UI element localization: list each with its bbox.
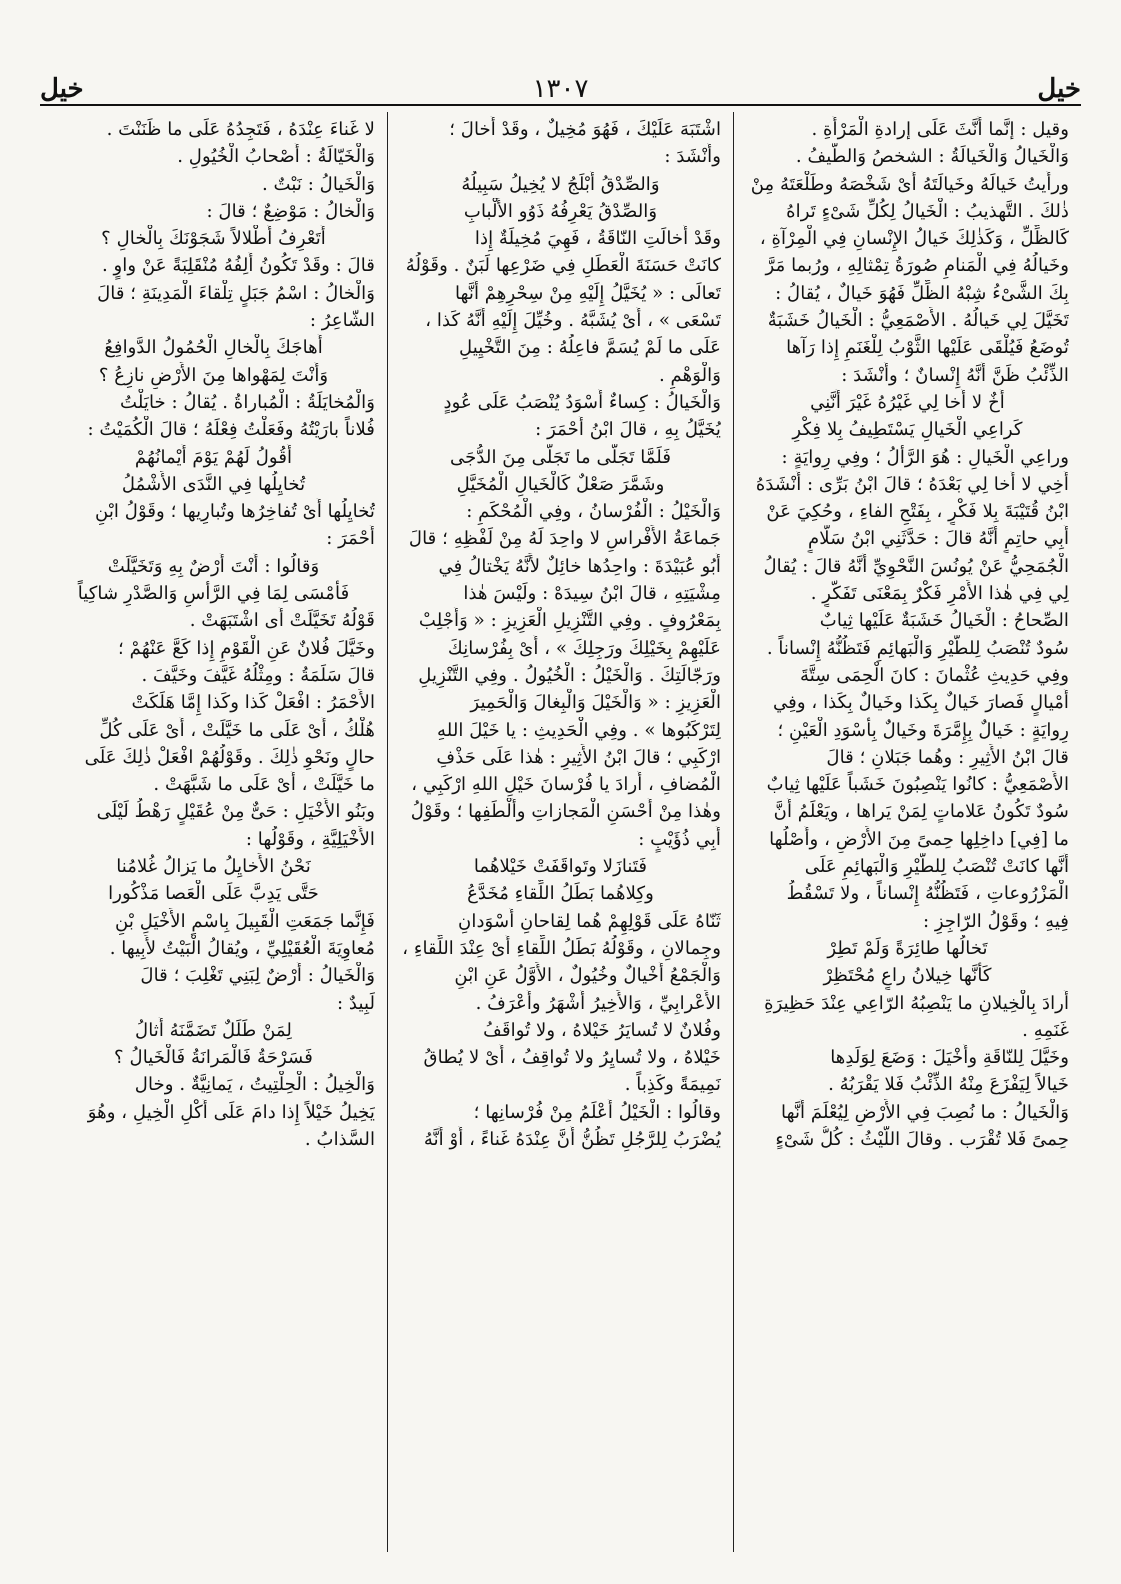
text-line: ابْنُ قُتَيْبَةَ بِلا فَكْرٍ ، بِفَتْحِ الفاءِ ، وحُكِيَ عَنْ [766, 501, 1069, 523]
text-line: أَخِي لا أَخا لِي بَعْدَهُ ؛ قالَ ابْنُ بَرِّى : أَنْشَدَهُ [755, 473, 1069, 495]
verse-line: وشَمَّرَ صَعْلٌ كَالْخَيالِ الْمُخَيَّلِ [456, 473, 665, 495]
page-number: ١٣٠٧ [532, 74, 589, 104]
verse-line: نَحْنُ الأَخايِلُ ما يَزالُ غُلامُنا [116, 856, 311, 878]
text-line: السَّذابُ . [304, 1128, 375, 1150]
text-line: هُلْكُ ، أَىْ عَلَى ما خَيَّلَتْ ، أَىْ عَلَى كُلِّ [99, 719, 375, 741]
text-line: فِيهِ ؛ وقَوْلُ الرّاجِزِ : [922, 910, 1069, 932]
text-line: وَالْخَيالُ : أَرْضٌ لِبَنِي تَغْلِبَ ؛ قالَ [140, 965, 375, 987]
text-line: كَالظِّلِّ ، وَكَذٰلِكَ خَيالُ الإِنْسانِ فِي الْمِرْآةِ ، [759, 228, 1069, 250]
verse-line: وَالصِّدْقُ يَعْرِفُهُ ذَوُو الأَلْبابِ [463, 200, 658, 222]
verse-line: وَأَنْتَ لِمَهْواها مِنَ الأَرْضِ نازِعُ ؟ [98, 364, 329, 386]
column-middle [387, 112, 734, 1552]
text-line: وَالْخَيْلُ : الْفُرْسانُ ، وفِي الْمُحْكَمِ : [466, 501, 721, 523]
text-line: رِوايَةٍ : خَيالٌ بِإِمَّرَةَ وخَيالٌ بِأَسْوَدِ الْعَيْنِ ؛ [777, 719, 1069, 741]
text-line: لا غَناءَ عِنْدَهُ ، فَتَجِدُهُ عَلَى ما ظَنَنْتَ . [106, 119, 375, 140]
text-line: ورَجّالَتِكَ . وَالْخَيْلُ : الْخُيُولُ . وفِي التَّنْزِيلِ [418, 664, 721, 686]
verse-line: فَلَمَّا تَجَلَّى ما تَجَلَّى مِنَ الدُّجَى [449, 446, 672, 468]
text-line: أَبِي حاتِمٍ أَنَّهُ قالَ : حَدَّثَنِي ابْنُ سَلَّامٍ [808, 528, 1069, 550]
verse-line: وَقالُوا : أَنْتَ أَرْضٌ بِهِ وَتَخَيَّلَتْ [107, 555, 320, 577]
text-line: وجِمالانِ ، وقَوْلُهُ بَطَلُ اللِّقاءِ أَىْ عِنْدَ اللِّقاءِ ، [402, 937, 721, 959]
text-line: وهٰذا مِنْ أَحْسَنِ الْمَجازاتِ وأَلْطَفِها ؛ وقَوْلُ [410, 801, 721, 823]
text-line: جَماعَةُ الأَفْراسِ لا واحِدَ لَهُ مِنْ لَفْظِهِ ؛ قالَ [408, 528, 721, 550]
text-line: الأَخْيَلِيَّةِ ، وقَوْلُها : [245, 828, 375, 850]
text-line: لَبِيدٌ : [337, 992, 375, 1014]
verse-line: تُخايِلُها فِي النَّدَى الأَشْمُلُ [121, 473, 306, 495]
text-line: وَالْخَيالُ : كِساءٌ أَسْوَدُ يُنْصَبُ عَلَى عُودٍ [443, 391, 721, 413]
text-line: حِمىً فَلا تُقْرَب . وقالَ اللَّيْثُ : كُلُّ شَىْءٍ [775, 1128, 1069, 1150]
text-line: ذٰلكَ . التَّهذيبُ : الْخَيالُ لِكُلِّ شَىْءٍ تَراهُ [786, 200, 1069, 222]
text-line: قالَ سَلَمَةُ : ومِثْلُهُ غَيَّفَ وخَيَّفَ . [141, 664, 375, 686]
text-line: أَنَّها كانَتْ تُنْصَبُ لِلطَّيْرِ وَالْبَهائِمِ عَلَى [804, 856, 1069, 878]
page-header [40, 72, 1081, 106]
verse-line: فَأَمْسَى لِمَا فِي الرَّأْسِ وَالصَّدْرِ شاكِياً [77, 583, 350, 605]
text-line: الذِّئْبُ ظَنَّ أَنَّهُ إِنْسانٌ ؛ وأَنْشَدَ : [841, 364, 1069, 386]
text-line: أَبِي ذُؤَيْبٍ : [638, 828, 721, 850]
text-line: كانَتْ حَسَنَةَ الْعَطَلِ فِي ضَرْعِها لَبَنٌ . وقَوْلُهُ [405, 255, 721, 277]
verse-line: فَسَرْحَةُ فَالْمَرانَةُ فَالْخَيالُ ؟ [114, 1047, 313, 1069]
text-line: وَالْخِيلُ : الْحِلْتِيتُ ، يَمانِيَّةٌ . وخال [134, 1074, 375, 1096]
text-line: وَالْخالُ : مَوْضِعٌ ؛ قالَ : [206, 200, 375, 222]
text-line: عَلَيْهِمْ بِخَيْلِكَ ورَجِلِكَ » ، أَىْ بِفُرْسانِكَ [447, 637, 721, 659]
text-line: يَخِيلُ خَيْلاً إِذا دامَ عَلَى أَكْلِ الْخِيلِ ، وهُوَ [87, 1101, 375, 1123]
text-line: وَالْخَيالُ وَالْخَيالَةُ : الشخصُ وَالطَّيفُ . [795, 146, 1069, 168]
text-line: خَيالاً لِيَفْزَعَ مِنْهُ الذِّئْبُ فَلا يَقْرَبُهُ . [828, 1074, 1069, 1096]
text-line: تَخَيَّلَ لِي خَيالُهُ . الأَصْمَعِيُّ : الْخَيالُ خَشَبَةٌ [767, 310, 1069, 332]
text-line: أَبُو عُبَيْدَةَ : واحِدُها خائِلٌ لأَنَّهُ يَخْتالُ فِي [438, 555, 721, 577]
verse-line: تَخالُها طائِرَةً وَلَمْ تَطِرْ [827, 937, 988, 959]
text-line: وَالْمُخايَلَةُ : الْمُباراةُ . يُقالُ : خايَلْتُ [120, 391, 375, 413]
text-line: وَالْخَيالُ : نَبْتٌ . [261, 173, 375, 195]
text-line: قَوْلُهُ تَخَيَّلَتْ أَى اشْتَبَهَتْ . [189, 610, 375, 632]
text-line: بِمَعْرُوفٍ . وفِي التَّنْزِيلِ الْعَزِيزِ : « وَأَجْلِبْ [418, 610, 721, 632]
verse-line: كَراعِي الْخَيالِ يَسْتَطِيفُ بِلا فِكْرِ [792, 419, 1023, 441]
text-line: ما خَيَّلَتْ ، أَىْ عَلَى ما شَبَّهَتْ . [153, 774, 375, 796]
text-line: الأَعْرابِيِّ ، وَالأَخِيرُ أَشْهَرُ وأَعْرَفُ . [475, 992, 721, 1014]
text-line: الْعَزِيزِ : « وَالْخَيْلَ وَالْبِغالَ وَالْحَمِيرَ [470, 692, 721, 714]
text-line: خَيْلاهُ ، ولا تُسايِرُ ولا تُواقِفُ ، أَىْ لا يُطاقُ [423, 1047, 721, 1069]
text-line: أَحْمَرَ : [326, 528, 375, 550]
text-line: الْجُمَحِيُّ عَنْ يُونُسَ النَّحْوِيِّ أَنَّهُ قالَ : يُقالُ [763, 555, 1069, 577]
text-line: ما [فِي] داخِلِها حِمىً مِنَ الأَرْضِ ، وأَصْلُها [769, 828, 1069, 850]
column-left [40, 112, 387, 1552]
text-line: وَالْوَهْمِ . [658, 364, 721, 386]
text-line: وخَيَّلَ فُلانٌ عَنِ الْقَوْمِ إِذا كَعَّ عَنْهُمْ ؛ [118, 637, 375, 659]
text-line: وخَيَّلَ لِلنّاقَةِ وأَخْيَلَ : وَضَعَ لِوَلَدِها [830, 1047, 1069, 1069]
text-line: ورأَيتُ خَيالَهُ وخَيالَتَهُ أَىْ شَخْصَهُ وطَلْعَتَهُ مِنْ [750, 173, 1069, 195]
text-line: الصِّحاحُ : الْخَيالُ خَشَبَةٌ عَلَيْها ثِيابٌ [819, 610, 1069, 632]
text-line: الأَحْمَرُ : افْعَلْ كَذا وكَذا إِمَّا هَلَكَتْ [131, 692, 375, 714]
text-line: تَسْعَى » ، أَىْ يُشَبَّهُ . وخُيِّلَ إِلَيْهِ أَنَّهُ كَذا ، [425, 310, 721, 332]
text-line: ارْكَبِي ؛ قالَ ابْنُ الأَثِيرِ : هٰذا عَلَى حَذْفِ [436, 746, 721, 768]
header-rule [40, 104, 1081, 106]
text-line: ثَنّاهُ عَلَى قَوْلِهِمْ هُما لِقاحانِ أَسْوَدانِ [458, 910, 721, 932]
verse-line: وَالصِّدْقُ أَبْلَجُ لا يُخِيلُ سَبِيلُهُ [461, 173, 660, 195]
text-line: مِشْيَتِهِ ، قالَ ابْنُ سِيدَهْ : ولَيْسَ هٰذا [463, 583, 721, 605]
verse-line: أَهاجَكَ بِالْخالِ الْحُمُولُ الدَّوافِعُ [104, 337, 323, 359]
text-line: نَمِيمَةً وكَذِباً . [624, 1074, 721, 1096]
text-line: وبَنُو الأَخْيَلِ : حَىٌّ مِنْ عُقَيْلٍ رَهْطُ لَيْلَى [96, 801, 375, 823]
text-line: وقيل : إنَّما أَنَّثَ عَلَى إرادةِ الْمَرْأَةِ . [811, 119, 1069, 140]
text-line: يُخَيَّلُ بِهِ ، قالَ ابْنُ أَحْمَرَ : [535, 419, 721, 441]
text-line: الْمَزْرُوعاتِ ، فَتَظُنُّهُ إِنْساناً ، ولا تَسْقُطُ [786, 883, 1069, 905]
text-line: لِي فِي هٰذا الأَمْرِ فَكْرٌ بِمَعْنَى تَفَكُّرٍ . [810, 583, 1069, 605]
text-line: وخَيالُهُ فِي الْمَنامِ صُورَةُ تِمْثالِهِ ، ورُبما مَرَّ [765, 255, 1069, 277]
verse-line: أَخٌ لا أَخا لِي غَيْرُهُ غَيْرَ أَنَّنِي [810, 391, 1005, 413]
text-line: وَالْخَيّالَةُ : أَصْحابُ الْخُيُولِ . [177, 146, 375, 168]
column-right [734, 112, 1081, 1552]
text-columns [40, 112, 1081, 1552]
text-line: سُودٌ تُنْصَبُ لِلطَّيْرِ وَالْبَهائِمِ فَتَظُنُّهُ إِنْساناً . [766, 637, 1069, 659]
text-line: وأَنْشَدَ : [664, 146, 721, 168]
text-line: فُلاناً بارَيْتُهُ وفَعَلْتُ فِعْلَهُ ؛ قالَ الْكُمَيْتُ : [87, 419, 375, 441]
text-line: قالَ : وقَدْ تَكُونُ أَلِفُهُ مُنْقَلِبَةً عَنْ واوٍ . [101, 255, 375, 277]
text-line: وَالْخَيالُ : ما نُصِبَ فِي الأَرْضِ لِيُعْلَمَ أَنَّها [781, 1101, 1069, 1123]
text-line: بِكَ الشَّىْءُ شِبْهُ الظِّلِّ فَهُوَ خَيالٌ ، يُقالُ : [775, 282, 1069, 304]
verse-line: أَتَعْرِفُ أَطْلالاً شَجَوْنَكَ بِالْخالِ ؟ [101, 228, 326, 250]
verse-line: فَتَنازَلا وتَواقَفَتْ خَيْلاهُما [473, 856, 648, 878]
verse-line: لِمَنْ طَلَلٌ تَضَمَّنَهُ أُثالُ [135, 1019, 292, 1041]
text-line: قالَ ابْنُ الأَثِيرِ : وهُما جَبَلانِ ؛ قالَ [826, 746, 1069, 768]
header-left-word: خيل [40, 74, 84, 104]
text-line: الشّاعِرُ : [309, 310, 375, 332]
text-line: عَلَى ما لَمْ يُسَمَّ فاعِلُهُ : مِنَ التَّخْيِيلِ [459, 337, 721, 359]
text-line: سُودٌ تَكُونُ عَلاماتٍ لِمَنْ يَراها ، ويَعْلَمُ أَنَّ [773, 801, 1069, 823]
text-line: وقَدْ أَخالَتِ النّاقَةُ ، فَهِيَ مُخِيلَةٌ إِذا [474, 228, 721, 250]
text-line: لِتَرْكَبُوها » . وفِي الْحَدِيثِ : يا خَيْلَ اللهِ [437, 719, 721, 741]
text-line: غَنَمِهِ . [1022, 1019, 1069, 1041]
text-line: اشْتَبَهَ عَلَيْكَ ، فَهُوَ مُخِيلٌ ، وقَدْ أَخالَ ؛ [449, 119, 721, 140]
verse-line: كَأَنَّها خِيلانُ راعٍ مُحْتَظِرْ [823, 965, 992, 987]
text-line: وراعِي الْخَيالِ : هُوَ الرَّأْلُ ؛ وفِي رِوايَةٍ : [781, 446, 1069, 468]
text-line: تَعالَى : « يُخَيَّلُ إِلَيْهِ مِنْ سِحْرِهِمْ أَنَّها [454, 282, 721, 304]
text-line: وفُلانٌ لا تُسايَرُ خَيْلاهُ ، ولا تُواقَفُ [483, 1019, 721, 1041]
text-line: تُوضَعُ فَيُلْقَى عَلَيْها الثَّوْبُ لِلْغَنَمِ إِذا رَآها [786, 337, 1069, 359]
text-line: الأَصْمَعِيُّ : كانُوا يَنْصِبُونَ خَشَباً عَلَيْها ثِيابٌ [766, 774, 1069, 796]
text-line: وَالْخالُ : اسْمُ جَبَلٍ تِلْقاءَ الْمَدِينَةِ ؛ قالَ [97, 282, 375, 304]
header-right-word: خيل [1037, 74, 1081, 104]
text-line: تُخايِلُها أَىْ تُفاخِرُها وتُبارِيها ؛ وقَوْلُ ابْنِ [94, 501, 375, 523]
verse-line: وكِلاهُما بَطَلُ اللِّقاءِ مُخَدَّعُ [467, 883, 654, 905]
text-line: وفِي حَدِيثِ عُثْمانَ : كانَ الْحِمَى سِتَّةَ [800, 664, 1069, 686]
verse-line: أَقُولُ لَهُمْ يَوْمَ أَيْمانُهُمْ [134, 446, 293, 468]
text-line: أَمْيالٍ فَصارَ خَيالٌ بِكَذا وخَيالٌ بِكَذا ، وفِي [773, 692, 1069, 714]
text-line: حالٍ ونَحْوِ ذٰلِكَ . وقَوْلُهُمْ افْعَلْ ذٰلِكَ عَلَى [84, 746, 375, 768]
verse-line: حَتَّى يَدِبَّ عَلَى الْعَصا مَذْكُورا [108, 883, 319, 905]
text-line: الْمُضافِ ، أَرادَ يا فُرْسانَ خَيْلِ اللهِ ارْكَبِي ، [411, 774, 721, 796]
text-line: يُضْرَبُ لِلرَّجُلِ تَظُنُّ أَنَّ عِنْدَهُ غَناءً ، أَوْ أَنَّهُ [423, 1128, 721, 1150]
text-line: وَالْجَمْعُ أَخْيالٌ وخُيُولٌ ، الأَوَّلُ عَنِ ابْنِ [454, 965, 721, 987]
text-line: مُعاوِيَةَ الْعُقَيْلِيِّ ، ويُقالُ الْبَيْتُ لأَبِيها . [109, 937, 375, 959]
text-line: وقالُوا : الْخَيْلُ أَعْلَمُ مِنْ فُرْسانِها ؛ [473, 1101, 721, 1123]
text-line: أَرادَ بِالْخِيلانِ ما يَنْصِبُهُ الرّاعِي عِنْدَ حَظِيرَةِ [764, 992, 1069, 1014]
text-line: فَإِنَّما جَمَعَتِ الْقَبِيلَ بِاسْمِ الأَخْيَلِ بْنِ [115, 910, 375, 932]
